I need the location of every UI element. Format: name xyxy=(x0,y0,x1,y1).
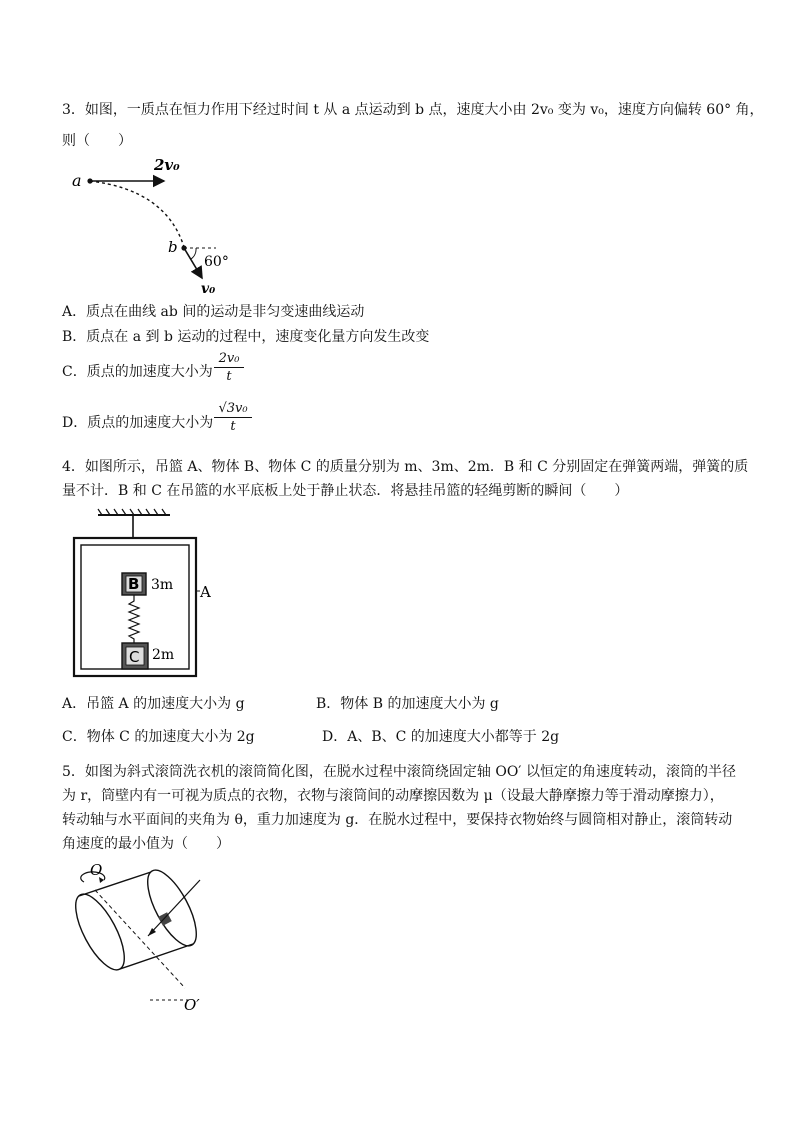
q5-label-o-prime: O′ xyxy=(184,996,200,1014)
q3-option-c: C．质点的加速度大小为 xyxy=(62,364,213,380)
q4-option-d: D．A、B、C 的加速度大小都等于 2g xyxy=(322,729,560,745)
q4-label-b: B xyxy=(128,575,140,593)
q3-label-a: a xyxy=(72,171,82,190)
q3-label-angle: 60° xyxy=(204,254,229,270)
q3-label-b: b xyxy=(168,238,178,256)
q4-mass-c: 2m xyxy=(152,647,175,663)
q4-stem-line2: 量不计．B 和 C 在吊篮的水平底板上处于静止状态．将悬挂吊篮的轻绳剪断的瞬间（ ） xyxy=(62,483,629,499)
q5-stem-line2: 为 r，筒壁内有一可视为质点的衣物，衣物与滚筒间的动摩擦因数为 μ（设最大静摩擦力等于滑动摩擦力）， xyxy=(62,788,724,804)
q3-stem-line1: 3．如图，一质点在恒力作用下经过时间 t 从 a 点运动到 b 点，速度大小由 2v₀ 变为 v₀，速度方向偏转 60° 角， xyxy=(62,102,764,118)
q3-label-v0: v₀ xyxy=(201,281,216,297)
q3-option-d-denominator: t xyxy=(230,419,236,434)
q4-option-b: B．物体 B 的加速度大小为 g xyxy=(316,696,499,712)
q3-stem-line2: 则（ ） xyxy=(62,133,132,149)
q3-option-c-numerator: 2v₀ xyxy=(218,351,240,366)
q3-option-d: D．质点的加速度大小为 xyxy=(62,415,214,431)
q4-label-a: A xyxy=(200,583,211,601)
q4-mass-b: 3m xyxy=(151,577,174,593)
q3-option-b: B．质点在 a 到 b 运动的过程中，速度变化量方向发生改变 xyxy=(62,329,430,345)
q4-label-c: C xyxy=(129,648,140,666)
q5-stem-line4: 角速度的最小值为（ ） xyxy=(62,836,230,852)
q3-option-c-fraction xyxy=(214,351,244,384)
q4-basket-figure xyxy=(60,505,230,690)
q3-option-c-denominator: t xyxy=(226,369,232,384)
q3-option-a: A．质点在曲线 ab 间的运动是非匀变速曲线运动 xyxy=(62,304,365,320)
q4-option-c: C．物体 C 的加速度大小为 2g xyxy=(62,729,255,745)
q5-drum-figure xyxy=(60,860,220,1020)
q4-stem-line1: 4．如图所示，吊篮 A、物体 B、物体 C 的质量分别为 m、3m、2m．B 和 C 分别固定在弹簧两端，弹簧的质 xyxy=(62,459,749,475)
q4-option-a: A．吊篮 A 的加速度大小为 g xyxy=(62,696,245,712)
q5-stem-line1: 5．如图为斜式滚筒洗衣机的滚筒简化图，在脱水过程中滚筒绕固定轴 OO′ 以恒定的角速度转动，滚筒的半径 xyxy=(62,764,736,780)
q5-label-o: O xyxy=(90,861,103,879)
q3-option-d-numerator: √3v₀ xyxy=(218,401,248,416)
q3-option-d-fraction xyxy=(214,401,252,434)
q3-label-2v0: 2v₀ xyxy=(154,156,180,174)
q3-trajectory-figure xyxy=(66,150,266,300)
q5-stem-line3: 转动轴与水平面间的夹角为 θ，重力加速度为 g．在脱水过程中，要保持衣物始终与圆筒相对静止，滚筒转动 xyxy=(62,812,733,828)
